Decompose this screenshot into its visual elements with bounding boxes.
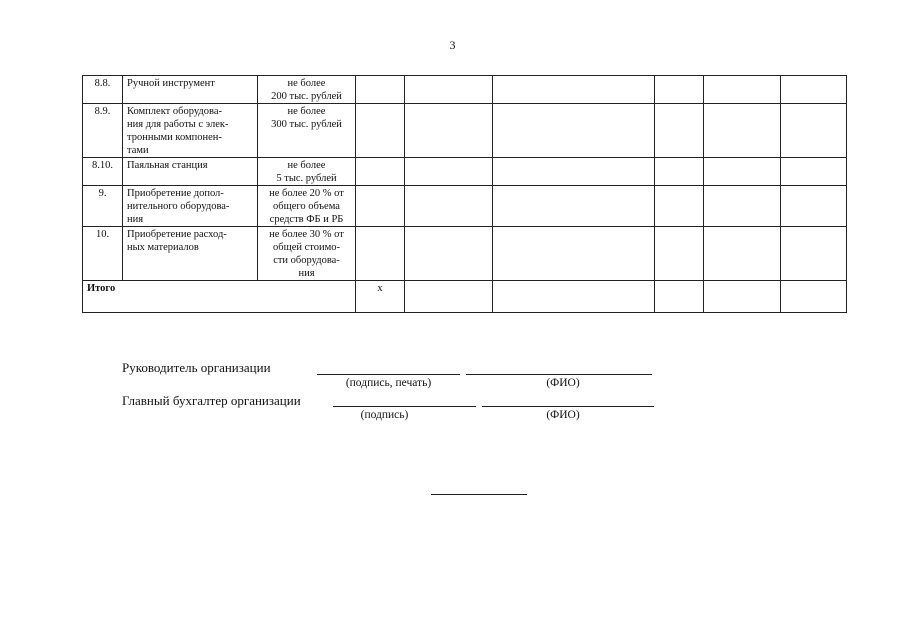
empty-cell bbox=[356, 76, 405, 104]
accountant-name-caption: (ФИО) bbox=[546, 409, 580, 421]
empty-cell bbox=[704, 158, 781, 186]
empty-cell bbox=[405, 186, 493, 227]
empty-cell bbox=[356, 158, 405, 186]
head-name-caption: (ФИО) bbox=[546, 377, 580, 389]
accountant-signature-line bbox=[333, 406, 476, 407]
empty-cell bbox=[781, 227, 847, 281]
row-limit: не более 200 тыс. рублей bbox=[258, 76, 356, 104]
empty-cell bbox=[493, 227, 655, 281]
empty-cell bbox=[655, 281, 704, 313]
empty-cell bbox=[704, 76, 781, 104]
empty-cell bbox=[704, 227, 781, 281]
table-row bbox=[83, 104, 847, 158]
head-signature-line bbox=[317, 374, 460, 375]
row-number: 10. bbox=[83, 227, 123, 281]
accountant-sign-caption: (подпись) bbox=[360, 409, 409, 421]
empty-cell bbox=[493, 104, 655, 158]
empty-cell bbox=[405, 158, 493, 186]
accountant-label: Главный бухгалтер организации bbox=[122, 393, 301, 408]
empty-cell bbox=[704, 104, 781, 158]
total-row bbox=[83, 281, 847, 313]
empty-cell bbox=[655, 104, 704, 158]
row-name: Приобретение расход- ных материалов bbox=[123, 227, 258, 281]
row-name: Приобретение допол- нительного оборудова- ния bbox=[123, 186, 258, 227]
total-mark: х bbox=[356, 281, 405, 313]
table-row bbox=[83, 158, 847, 186]
table-row bbox=[83, 186, 847, 227]
row-limit: не более 30 % от общей стоимо- сти оборудова- ния bbox=[258, 227, 356, 281]
empty-cell bbox=[405, 76, 493, 104]
empty-cell bbox=[655, 227, 704, 281]
empty-cell bbox=[781, 186, 847, 227]
empty-cell bbox=[493, 158, 655, 186]
row-name: Комплект оборудова- ния для работы с элек- тронными компонен- тами bbox=[123, 104, 258, 158]
empty-cell bbox=[405, 281, 493, 313]
row-name: Ручной инструмент bbox=[123, 76, 258, 104]
empty-cell bbox=[781, 104, 847, 158]
accountant-name-line bbox=[482, 406, 654, 407]
empty-cell bbox=[493, 76, 655, 104]
empty-cell bbox=[405, 104, 493, 158]
empty-cell bbox=[356, 186, 405, 227]
row-limit: не более 20 % от общего объема средств ФБ и РБ bbox=[258, 186, 356, 227]
row-name: Паяльная станция bbox=[123, 158, 258, 186]
row-limit: не более 5 тыс. рублей bbox=[258, 158, 356, 186]
page-number: 3 bbox=[449, 38, 456, 52]
head-name-line bbox=[466, 374, 652, 375]
end-separator-line bbox=[431, 494, 527, 495]
head-sign-caption: (подпись, печать) bbox=[345, 377, 432, 389]
row-limit: не более 300 тыс. рублей bbox=[258, 104, 356, 158]
row-number: 8.8. bbox=[83, 76, 123, 104]
row-number: 9. bbox=[83, 186, 123, 227]
empty-cell bbox=[493, 186, 655, 227]
empty-cell bbox=[493, 281, 655, 313]
row-number: 8.10. bbox=[83, 158, 123, 186]
budget-table bbox=[82, 75, 847, 313]
empty-cell bbox=[704, 281, 781, 313]
empty-cell bbox=[655, 76, 704, 104]
row-number: 8.9. bbox=[83, 104, 123, 158]
empty-cell bbox=[781, 76, 847, 104]
total-label: Итого bbox=[83, 281, 356, 313]
empty-cell bbox=[704, 186, 781, 227]
empty-cell bbox=[655, 186, 704, 227]
table-row bbox=[83, 76, 847, 104]
empty-cell bbox=[405, 227, 493, 281]
head-label: Руководитель организации bbox=[122, 360, 271, 375]
empty-cell bbox=[781, 158, 847, 186]
table-row bbox=[83, 227, 847, 281]
empty-cell bbox=[781, 281, 847, 313]
empty-cell bbox=[356, 104, 405, 158]
empty-cell bbox=[356, 227, 405, 281]
empty-cell bbox=[655, 158, 704, 186]
